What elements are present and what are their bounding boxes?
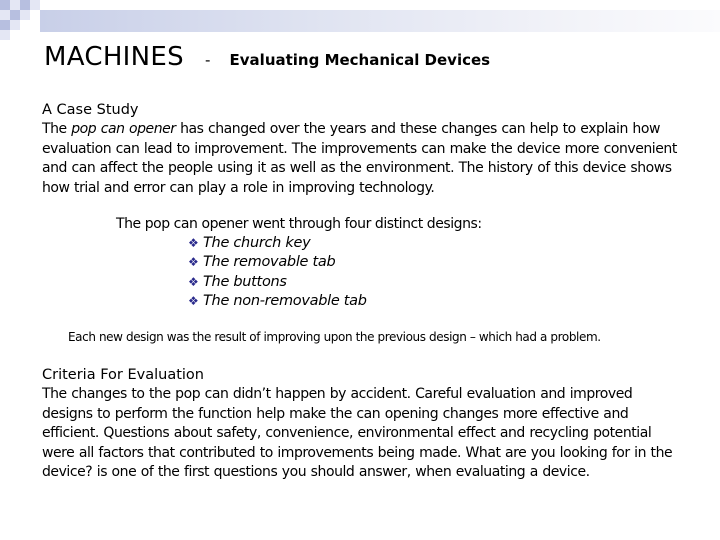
checker-square <box>0 20 10 30</box>
design-label: The church key <box>203 235 311 251</box>
diamond-bullet-icon: ❖ <box>188 236 199 250</box>
case-study-text-prefix: The <box>42 121 72 137</box>
header-gradient-bar <box>40 10 720 32</box>
designs-list <box>188 234 367 311</box>
diamond-bullet-icon: ❖ <box>188 255 199 270</box>
criteria-heading: Criteria For Evaluation <box>42 367 204 383</box>
designs-intro: The pop can opener went through four distinct designs: <box>116 216 482 232</box>
checker-square <box>0 30 10 40</box>
diamond-bullet-icon: ❖ <box>188 293 199 308</box>
diamond-bullet-icon: ❖ <box>188 274 199 289</box>
checker-square <box>20 0 30 10</box>
case-study-heading: A Case Study <box>42 102 139 118</box>
design-label: The removable tab <box>203 254 336 271</box>
checker-square <box>30 0 40 10</box>
case-study-emphasis: pop can opener <box>71 121 176 137</box>
case-study-text-rest: has changed over the years and these changes can help to explain how evaluation can lead to improvement. The improvements can make the device more convenient and can affect the people using it as well as the environment. The history of this device shows how trial and error can play a role in improving technology. <box>42 121 677 196</box>
design-label: The non-removable tab <box>203 292 367 309</box>
list-item <box>188 253 367 272</box>
list-item <box>188 292 367 311</box>
case-study-section <box>42 100 682 198</box>
page-title <box>44 42 490 72</box>
checker-square <box>10 0 20 10</box>
case-study-paragraph <box>42 120 682 198</box>
criteria-paragraph: The changes to the pop can didn’t happen by accident. Careful evaluation and improved designs to perform the function help make the can opening changes more effective and efficient. Questions about safety, convenience, environmental effect and recycling potential were all factors that contributed to improvements being made. What are you looking for in the device? is one of the first questions you should answer, when evaluating a device. <box>42 386 673 480</box>
criteria-section <box>42 365 687 483</box>
list-item <box>188 234 367 253</box>
design-label: The buttons <box>203 273 287 290</box>
checker-square <box>10 20 20 30</box>
title-main: MACHINES <box>44 42 184 72</box>
checker-square <box>0 10 10 20</box>
checker-square <box>0 0 10 10</box>
title-separator: - <box>205 51 211 69</box>
checker-square <box>10 10 20 20</box>
checker-square <box>20 10 30 20</box>
designs-note: Each new design was the result of improving upon the previous design – which had a problem. <box>68 330 601 344</box>
title-subtitle: Evaluating Mechanical Devices <box>229 51 491 69</box>
list-item <box>188 273 367 292</box>
